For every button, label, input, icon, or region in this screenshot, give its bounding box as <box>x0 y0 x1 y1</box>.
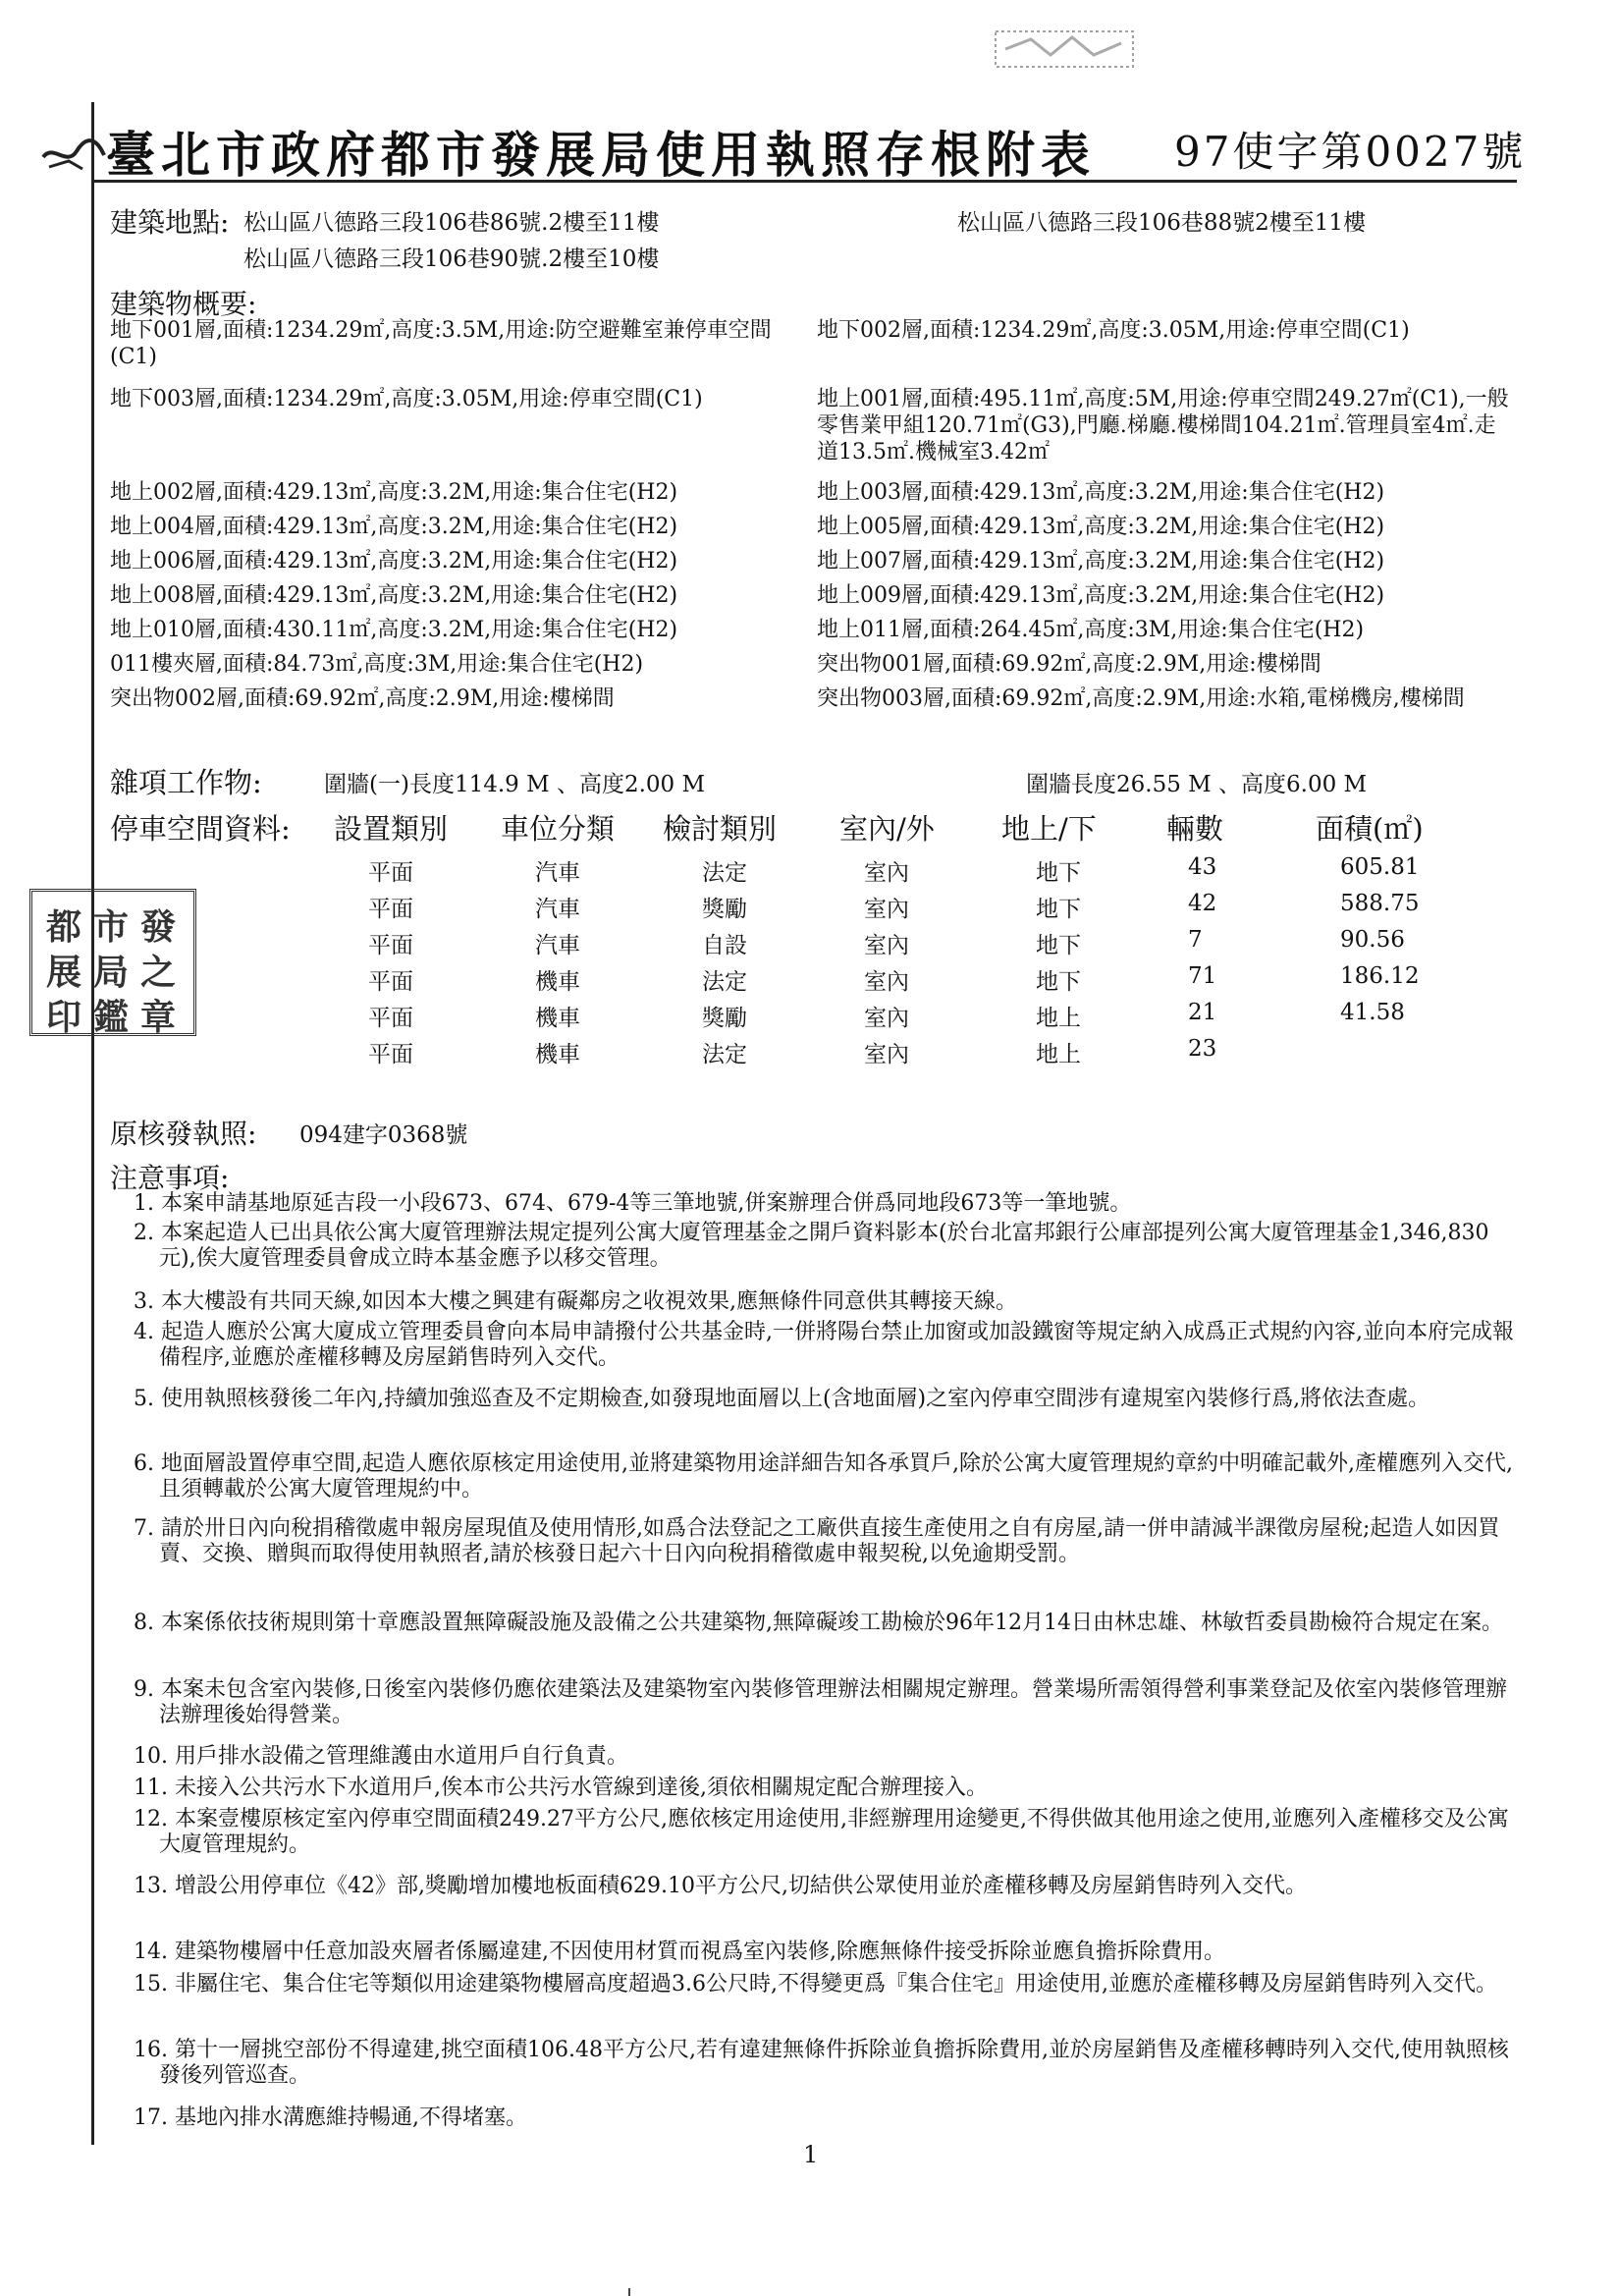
overview-row-5-right: 地上007層,面積:429.13㎡,高度:3.2M,用途:集合住宅(H2) <box>817 549 1385 574</box>
overview-row-1-left: 地下001層,面積:1234.29㎡,高度:3.5M,用途:防空避難室兼停車空間(C1) <box>110 318 772 369</box>
parking-cell-review-type: 法定 <box>702 969 747 995</box>
parking-cell-setting-type: 平面 <box>368 933 413 958</box>
parking-header-review-type: 檢討類別 <box>663 812 778 846</box>
parking-cell-vehicle-type: 機車 <box>535 1006 580 1031</box>
parking-cell-area: 588.75 <box>1340 891 1420 916</box>
overview-row-2-left: 地下003層,面積:1234.29㎡,高度:3.05M,用途:停車空間(C1) <box>110 387 703 411</box>
overview-row-3-right: 地上003層,面積:429.13㎡,高度:3.2M,用途:集合住宅(H2) <box>817 480 1385 505</box>
document-title: 臺北市政府都市發展局使用執照存根附表 <box>106 126 1096 184</box>
overview-row-9-right: 突出物003層,面積:69.92㎡,高度:2.9M,用途:水箱,電梯機房,樓梯間 <box>817 686 1465 711</box>
original-license-value: 094建字0368號 <box>299 1122 468 1148</box>
parking-cell-review-type: 獎勵 <box>702 897 747 922</box>
overview-row-5-left: 地上006層,面積:429.13㎡,高度:3.2M,用途:集合住宅(H2) <box>110 549 678 574</box>
parking-cell-setting-type: 平面 <box>368 1006 413 1031</box>
parking-cell-setting-type: 平面 <box>368 897 413 922</box>
original-license-label: 原核發執照: <box>110 1118 257 1150</box>
note-item: 17. 基地內排水溝應維持暢通,不得堵塞。 <box>134 2105 527 2130</box>
received-stamp-mark <box>992 26 1139 73</box>
parking-cell-vehicle-type: 機車 <box>535 1042 580 1067</box>
parking-cell-above-below: 地下 <box>1036 969 1081 995</box>
site-address-1: 松山區八德路三段106巷86號.2樓至11樓 <box>243 210 660 236</box>
parking-header-indoor-outdoor: 室內/外 <box>839 812 935 846</box>
note-item: 3. 本大樓設有共同天線,如因本大樓之興建有礙鄰房之收視效果,應無條件同意供其轉接天線。 <box>134 1289 1017 1314</box>
parking-cell-indoor-outdoor: 室內 <box>864 933 909 958</box>
parking-cell-above-below: 地上 <box>1036 1006 1081 1031</box>
parking-cell-review-type: 自設 <box>702 933 747 958</box>
note-item: 12. 本案壹樓原核定室內停車空間面積249.27平方公尺,應依核定用途使用,非經辦理用途變更,不得供做其他用途之使用,並應列入產權移交及公寓大廈管理規約。 <box>134 1807 1509 1857</box>
parking-cell-count: 42 <box>1188 891 1217 916</box>
parking-cell-indoor-outdoor: 室內 <box>864 897 909 922</box>
parking-cell-count: 43 <box>1188 854 1217 880</box>
parking-cell-area: 41.58 <box>1340 1000 1405 1025</box>
parking-cell-above-below: 地下 <box>1036 897 1081 922</box>
parking-cell-review-type: 法定 <box>702 1042 747 1067</box>
parking-header-area: 面積(㎡) <box>1316 812 1424 846</box>
overview-row-1-right: 地下002層,面積:1234.29㎡,高度:3.05M,用途:停車空間(C1) <box>817 318 1410 343</box>
overview-label: 建築物概要: <box>110 288 257 320</box>
parking-cell-review-type: 獎勵 <box>702 1006 747 1031</box>
note-item: 13. 增設公用停車位《42》部,獎勵增加樓地板面積629.10平方公尺,切結供公眾使用並於產權移轉及房屋銷售時列入交代。 <box>134 1874 1307 1898</box>
parking-cell-indoor-outdoor: 室內 <box>864 969 909 995</box>
note-item: 1. 本案申請基地原延吉段一小段673、674、679-4等三筆地號,併案辦理合併爲同地段673等一筆地號。 <box>134 1191 1132 1216</box>
parking-cell-indoor-outdoor: 室內 <box>864 1042 909 1067</box>
overview-row-7-left: 地上010層,面積:430.11㎡,高度:3.2M,用途:集合住宅(H2) <box>110 618 678 642</box>
parking-cell-setting-type: 平面 <box>368 969 413 995</box>
overview-row-9-left: 突出物002層,面積:69.92㎡,高度:2.9M,用途:樓梯間 <box>110 686 615 711</box>
note-item: 5. 使用執照核發後二年內,持續加強巡查及不定期檢查,如發現地面層以上(含地面層)之室內停車空間涉有違規室內裝修行爲,將依法查處。 <box>134 1387 1430 1411</box>
overview-row-6-left: 地上008層,面積:429.13㎡,高度:3.2M,用途:集合住宅(H2) <box>110 583 678 608</box>
parking-cell-count: 7 <box>1188 927 1203 953</box>
parking-cell-vehicle-type: 機車 <box>535 969 580 995</box>
note-item: 8. 本案係依技術規則第十章應設置無障礙設施及設備之公共建築物,無障礙竣工勘檢於96年12月14日由林忠雄、林敏哲委員勘檢符合規定在案。 <box>134 1611 1503 1635</box>
note-item: 6. 地面層設置停車空間,起造人應依原核定用途使用,並將建築物用途詳細告知各承買戶,除於公寓大廈管理規約章約中明確記載外,產權應列入交代,且須轉載於公寓大廈管理規約中。 <box>134 1451 1513 1502</box>
note-item: 10. 用戶排水設備之管理維護由水道用戶自行負責。 <box>134 1744 628 1769</box>
overview-row-8-right: 突出物001層,面積:69.92㎡,高度:2.9M,用途:樓梯間 <box>817 652 1321 677</box>
parking-cell-indoor-outdoor: 室內 <box>864 1006 909 1031</box>
overview-row-7-right: 地上011層,面積:264.45㎡,高度:3M,用途:集合住宅(H2) <box>817 618 1365 642</box>
overview-row-8-left: 011樓夾層,面積:84.73㎡,高度:3M,用途:集合住宅(H2) <box>110 652 644 677</box>
parking-cell-indoor-outdoor: 室內 <box>864 860 909 886</box>
parking-cell-count: 23 <box>1188 1036 1217 1062</box>
note-item: 15. 非屬住宅、集合住宅等類似用途建築物樓層高度超過3.6公尺時,不得變更爲『集合住宅』用途使用,並應於產權移轉及房屋銷售時列入交代。 <box>134 1972 1497 1996</box>
site-address-3: 松山區八德路三段106巷90號.2樓至10樓 <box>243 246 660 272</box>
parking-header-setting-type: 設置類別 <box>334 812 449 846</box>
note-item: 2. 本案起造人已出具依公寓大廈管理辦法規定提列公寓大廈管理基金之開戶資料影本(於台北富邦銀行公庫部提列公寓大廈管理基金1,346,830元),俟大廈管理委員會成立時本基金應予以移交管理。 <box>134 1221 1489 1271</box>
overview-row-3-left: 地上002層,面積:429.13㎡,高度:3.2M,用途:集合住宅(H2) <box>110 480 678 505</box>
parking-label: 停車空間資料: <box>110 812 291 846</box>
parking-header-vehicle-type: 車位分類 <box>501 812 616 846</box>
parking-cell-above-below: 地下 <box>1036 933 1081 958</box>
parking-cell-vehicle-type: 汽車 <box>535 933 580 958</box>
overview-row-4-left: 地上004層,面積:429.13㎡,高度:3.2M,用途:集合住宅(H2) <box>110 515 678 539</box>
parking-cell-count: 21 <box>1188 1000 1217 1025</box>
parking-cell-vehicle-type: 汽車 <box>535 860 580 886</box>
misc-work-item-1: 圍牆(一)長度114.9 M 、高度2.00 M <box>324 772 706 797</box>
parking-header-count: 輛數 <box>1166 812 1224 846</box>
overview-row-2-right: 地上001層,面積:495.11㎡,高度:5M,用途:停車空間249.27㎡(C1),一般零售業甲組120.71㎡(G3),門廳.梯廳.樓梯間104.21㎡.管理員室4㎡.走道13.5㎡.機械室3.42㎡ <box>817 387 1509 465</box>
page-number: 1 <box>803 2141 819 2168</box>
note-item: 4. 起造人應於公寓大廈成立管理委員會向本局申請撥付公共基金時,一併將陽台禁止加窗或加設鐵窗等規定納入成爲正式規約內容,並向本府完成報備程序,並應於產權移轉及房屋銷售時列入交代。 <box>134 1320 1514 1370</box>
parking-cell-review-type: 法定 <box>702 860 747 886</box>
scan-mark <box>628 2288 630 2296</box>
note-item: 11. 未接入公共污水下水道用戶,俟本市公共污水管線到達後,須依相關規定配合辦理接入。 <box>134 1776 988 1800</box>
parking-cell-above-below: 地下 <box>1036 860 1081 886</box>
site-address-2: 松山區八德路三段106巷88號2樓至11樓 <box>957 210 1367 236</box>
overview-row-4-right: 地上005層,面積:429.13㎡,高度:3.2M,用途:集合住宅(H2) <box>817 515 1385 539</box>
notes-label: 注意事項: <box>110 1162 230 1194</box>
document-number: 97使字第0027號 <box>1174 128 1527 176</box>
parking-cell-setting-type: 平面 <box>368 1042 413 1067</box>
note-item: 16. 第十一層挑空部份不得違建,挑空面積106.48平方公尺,若有違建無條件拆除並負擔拆除費用,並於房屋銷售及產權移轉時列入交代,使用執照核發後列管巡查。 <box>134 2038 1509 2088</box>
misc-work-item-2: 圍牆長度26.55 M 、高度6.00 M <box>1026 772 1368 797</box>
parking-cell-area: 90.56 <box>1340 927 1405 953</box>
parking-cell-area: 186.12 <box>1340 963 1420 989</box>
parking-header-above-below: 地上/下 <box>1001 812 1097 846</box>
parking-cell-above-below: 地上 <box>1036 1042 1081 1067</box>
site-label: 建築地點: <box>110 206 230 239</box>
parking-cell-area: 605.81 <box>1340 854 1420 880</box>
note-item: 9. 本案未包含室內裝修,日後室內裝修仍應依建築法及建築物室內裝修管理辦法相關規定辦理。營業場所需領得營利事業登記及依室內裝修管理辦法辦理後始得營業。 <box>134 1677 1507 1727</box>
parking-cell-vehicle-type: 汽車 <box>535 897 580 922</box>
note-item: 14. 建築物樓層中任意加設夾層者係屬違建,不因使用材質而視爲室內裝修,除應無條件接受拆除並應負擔拆除費用。 <box>134 1940 1225 1964</box>
note-item: 7. 請於卅日內向稅捐稽徵處申報房屋現值及使用情形,如爲合法登記之工廠供直接生產使用之自有房屋,請一併申請減半課徵房屋稅;起造人如因買賣、交換、贈與而取得使用執照者,請於核發日起六十日內向稅捐稽徵處申報契稅,以免逾期受罰。 <box>134 1516 1500 1566</box>
misc-works-label: 雜項工作物: <box>110 766 262 799</box>
parking-cell-setting-type: 平面 <box>368 860 413 886</box>
parking-cell-count: 71 <box>1188 963 1217 989</box>
overview-row-6-right: 地上009層,面積:429.13㎡,高度:3.2M,用途:集合住宅(H2) <box>817 583 1385 608</box>
official-seal: 都 市 發 展 局 之 印 鑑 章 <box>29 889 196 1036</box>
handwritten-mark <box>39 128 108 177</box>
